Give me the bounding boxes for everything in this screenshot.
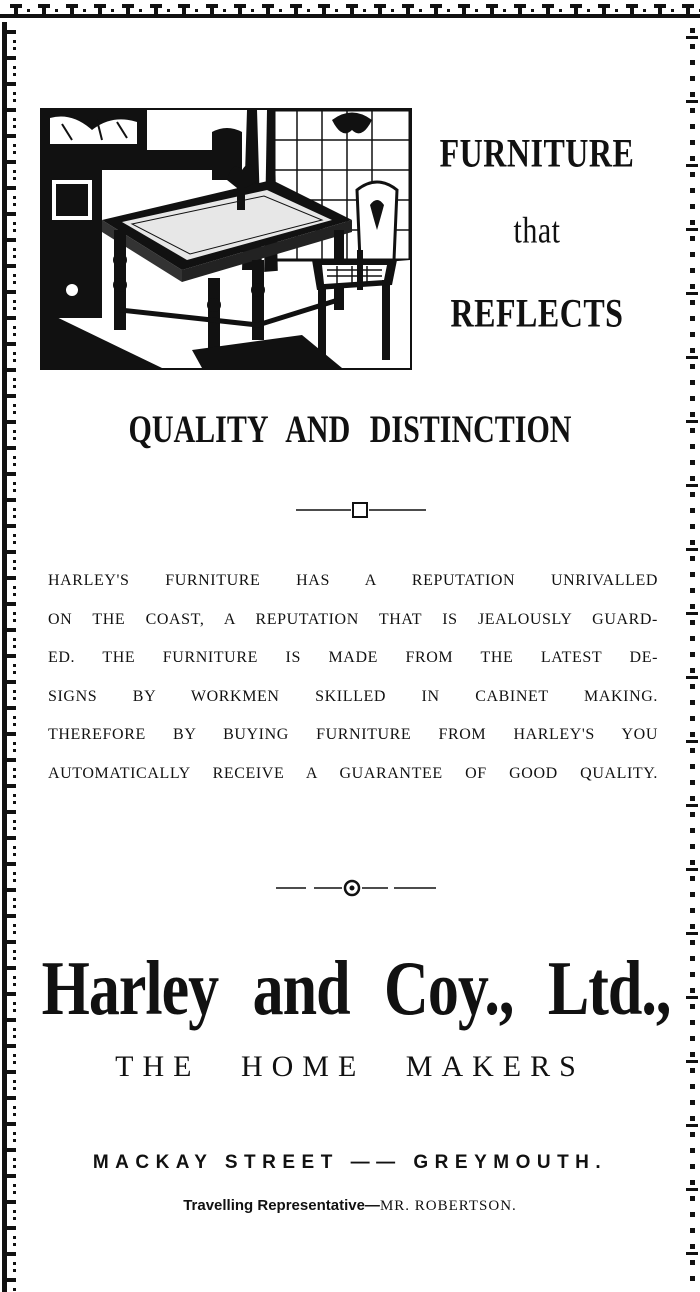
tagline: THE HOME MAKERS [115, 1050, 585, 1083]
decorative-border-top [0, 0, 700, 26]
headline-that: that [513, 210, 561, 252]
firm-name: Harley and Coy., Ltd., [41, 946, 671, 1032]
body-paragraph [48, 562, 658, 793]
headline-furniture: FURNITURE [439, 130, 635, 175]
decorative-border-left [0, 22, 22, 1292]
decorative-border-right [684, 22, 700, 1292]
furniture-illustration [40, 108, 412, 370]
body-line: SIGNS BY WORKMEN SKILLED IN CABINET MAKING. [48, 687, 658, 705]
subheading-quality-and-distinction: QUALITY AND DISTINCTION [128, 408, 572, 451]
body-line: ON THE COAST, A REPUTATION THAT IS JEALOUSLY GUARD- [48, 610, 658, 628]
travelling-representative [60, 1196, 640, 1215]
body-line: THEREFORE BY BUYING FURNITURE FROM HARLEY'S YOU [48, 726, 658, 743]
representative-label: Travelling Representative— [183, 1197, 380, 1214]
body-line: HARLEY'S FURNITURE HAS A REPUTATION UNRIVALLED [48, 572, 658, 589]
ornament-divider-star-icon [276, 878, 436, 898]
body-line: AUTOMATICALLY RECEIVE A GUARANTEE OF GOOD QUALITY. [48, 764, 658, 782]
address: MACKAY STREET —— GREYMOUTH. [92, 1152, 608, 1173]
ornament-divider-square-icon [296, 500, 426, 520]
body-line: ED. THE FURNITURE IS MADE FROM THE LATEST DE- [48, 649, 658, 666]
headline-reflects: REFLECTS [450, 290, 624, 335]
representative-name: MR. ROBERTSON. [379, 1198, 517, 1214]
dining-room-scene-image [42, 110, 410, 368]
